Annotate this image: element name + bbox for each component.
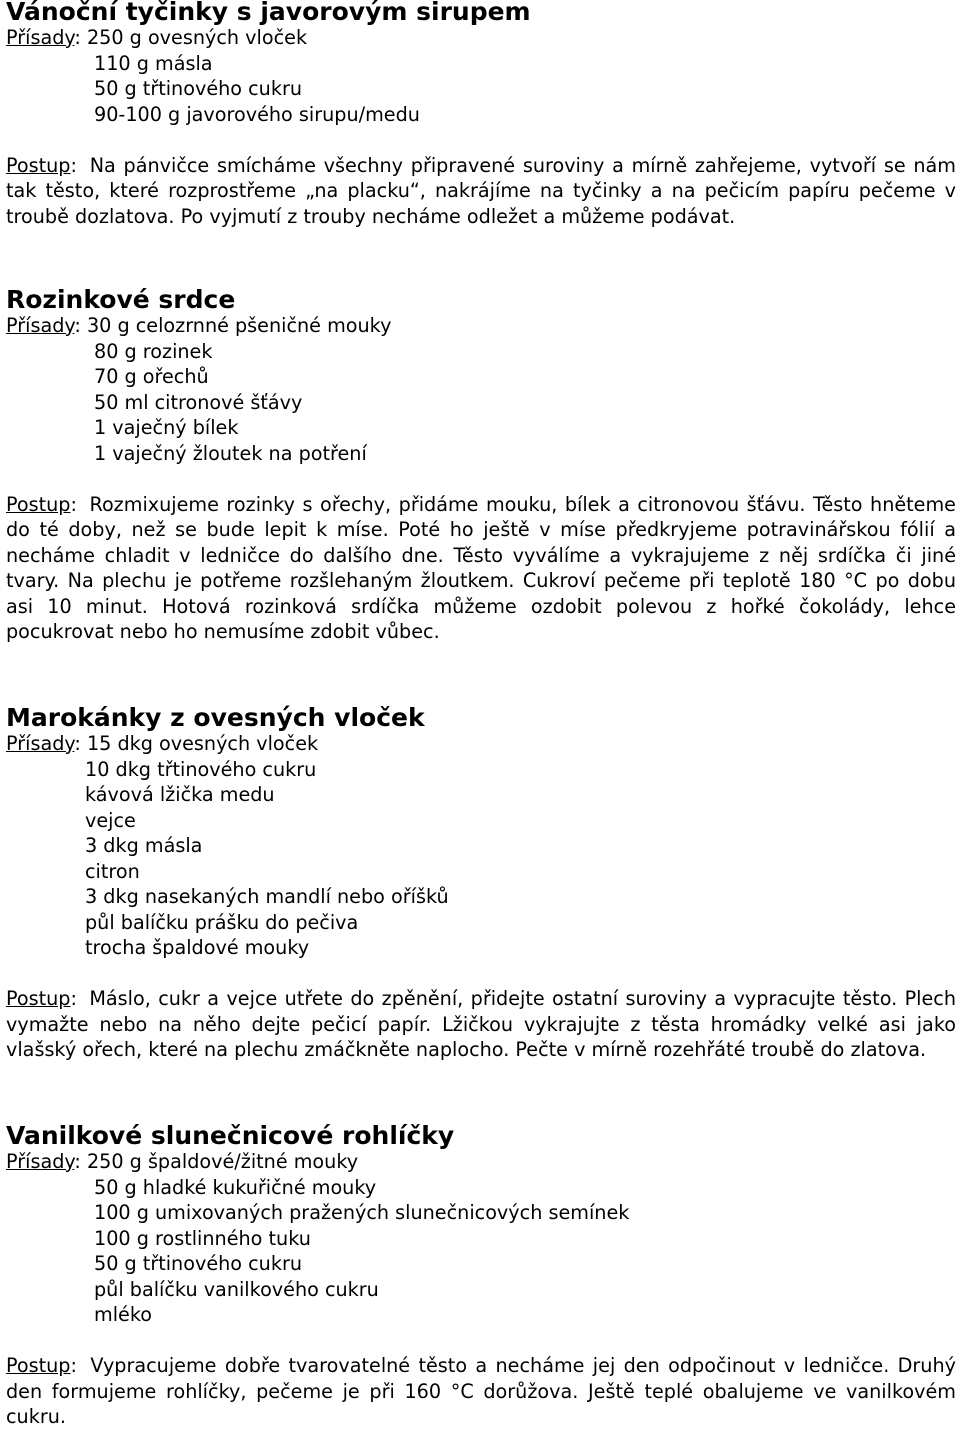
label-colon: : xyxy=(74,1150,81,1173)
ingredient-item: 80 g rozinek xyxy=(94,339,213,363)
ingredient-item: 1 vaječný bílek xyxy=(94,416,239,439)
procedure-paragraph xyxy=(6,153,956,230)
procedure-paragraph xyxy=(6,492,956,645)
ingredient-item: 50 g hladké kukuřičné mouky xyxy=(94,1175,377,1199)
ingredient-item: 100 g umixovaných pražených slunečnicových semínek xyxy=(94,1201,630,1224)
procedure-text: Máslo, cukr a vejce utřete do zpěnění, přidejte ostatní suroviny a vypracujte těsto. Plech vymažte nebo na něho dejte pečicí papír. Lžičkou vykrajujte z těsta hromádky velké asi jako vlašský ořech, které na plechu zmáčkněte naplocho. Pečte v mírně rozehřáté troubě do zlatova. xyxy=(6,987,956,1061)
procedure-text: Rozmixujeme rozinky s ořechy, přidáme mouku, bílek a citronovou šťávu. Těsto hněteme do té doby, než se bude lepit k míse. Poté ho ještě v míse předkryjeme potravinářskou fólií a necháme chladit v ledničce do dalšího dne. Těsto vyválíme a vykrajujeme z něj srdíčka či jiné tvary. Na plechu je potřeme rozšlehaným žloutkem. Cukroví pečeme při teplotě 180 °C po dobu asi 10 minut. Hotová rozinková srdíčka můžeme ozdobit polevou z hořké čokolády, lehce pocukrovat nebo ho nemusíme zdobit vůbec. xyxy=(6,492,956,643)
procedure-text: Na pánvičce smícháme všechny připravené suroviny a mírně zahřejeme, vytvoří se nám tak těsto, které rozprostřeme „na placku“, nakrájíme na tyčinky a na pečicím papíru pečeme v troubě dozlatova. Po vyjmutí z trouby necháme odležet a můžeme podávat. xyxy=(6,153,956,228)
label-colon: : xyxy=(70,1354,77,1377)
recipe-title: Rozinkové srdce xyxy=(6,285,236,314)
procedure-label: Postup xyxy=(6,492,71,516)
ingredient-item: 1 vaječný žloutek na potření xyxy=(94,441,367,465)
ingredient-item: 15 dkg ovesných vloček xyxy=(86,732,319,755)
ingredient-item: 50 g třtinového cukru xyxy=(94,1252,302,1275)
procedure-label: Postup xyxy=(6,153,71,177)
recipe-title: Vanilkové slunečnicové rohlíčky xyxy=(6,1121,455,1150)
label-colon: : xyxy=(74,26,81,49)
ingredients-label: Přísady xyxy=(6,732,75,755)
ingredients-label: Přísady xyxy=(6,1150,75,1173)
ingredients-header xyxy=(6,313,956,339)
recipe-section xyxy=(6,284,956,664)
procedure-label: Postup xyxy=(6,987,71,1010)
procedure-paragraph xyxy=(6,1353,956,1430)
ingredients-header xyxy=(6,731,956,757)
ingredient-item: půl balíčku vanilkového cukru xyxy=(94,1277,379,1301)
procedure-text: Vypracujeme dobře tvarovatelné těsto a necháme jej den odpočinout v ledničce. Druhý den formujeme rohlíčky, pečeme je při 160 °C dorůžova. Ještě teplé obalujeme ve vanilkovém cukru. xyxy=(6,1354,956,1428)
ingredient-item: půl balíčku prášku do pečiva xyxy=(85,910,359,934)
recipe-section xyxy=(6,1120,956,1449)
ingredients-list xyxy=(6,51,956,128)
label-colon: : xyxy=(70,492,77,516)
label-colon: : xyxy=(70,987,77,1010)
ingredient-item: 70 g ořechů xyxy=(94,365,209,388)
ingredient-item: citron xyxy=(85,859,140,883)
label-colon: : xyxy=(70,153,77,177)
ingredient-item: 100 g rostlinného tuku xyxy=(94,1226,311,1250)
procedure-label: Postup xyxy=(6,1354,71,1377)
ingredient-item: 50 g třtinového cukru xyxy=(94,77,302,100)
recipe-title: Vánoční tyčinky s javorovým sirupem xyxy=(6,0,531,26)
procedure-paragraph xyxy=(6,986,956,1063)
ingredient-item: trocha špaldové mouky xyxy=(85,936,310,959)
ingredients-header xyxy=(6,25,956,51)
ingredients-header xyxy=(6,1149,956,1175)
ingredient-item: 90-100 g javorového sirupu/medu xyxy=(94,102,420,126)
ingredient-item: 3 dkg másla xyxy=(85,834,203,857)
ingredient-item: 3 dkg nasekaných mandlí nebo oříšků xyxy=(85,885,449,908)
ingredients-label: Přísady xyxy=(6,314,75,337)
ingredients-list xyxy=(6,1175,956,1328)
ingredient-item: kávová lžička medu xyxy=(85,783,275,806)
ingredient-item: 250 g špaldové/žitné mouky xyxy=(86,1150,359,1173)
ingredient-item: 50 ml citronové šťávy xyxy=(94,390,303,414)
ingredient-item: mléko xyxy=(94,1303,152,1326)
ingredient-item: 30 g celozrnné pšeničné mouky xyxy=(86,314,392,337)
ingredient-item: vejce xyxy=(85,808,136,832)
label-colon: : xyxy=(74,732,81,755)
ingredient-item: 110 g másla xyxy=(94,51,213,75)
recipe-section xyxy=(6,702,956,1082)
ingredient-item: 10 dkg třtinového cukru xyxy=(85,757,317,781)
label-colon: : xyxy=(74,314,81,337)
recipe-title: Marokánky z ovesných vloček xyxy=(6,703,425,732)
ingredients-list xyxy=(6,339,956,467)
ingredients-list xyxy=(6,757,956,961)
ingredients-label: Přísady xyxy=(6,26,75,49)
ingredient-item: 250 g ovesných vloček xyxy=(86,26,308,49)
recipe-section xyxy=(6,0,956,248)
